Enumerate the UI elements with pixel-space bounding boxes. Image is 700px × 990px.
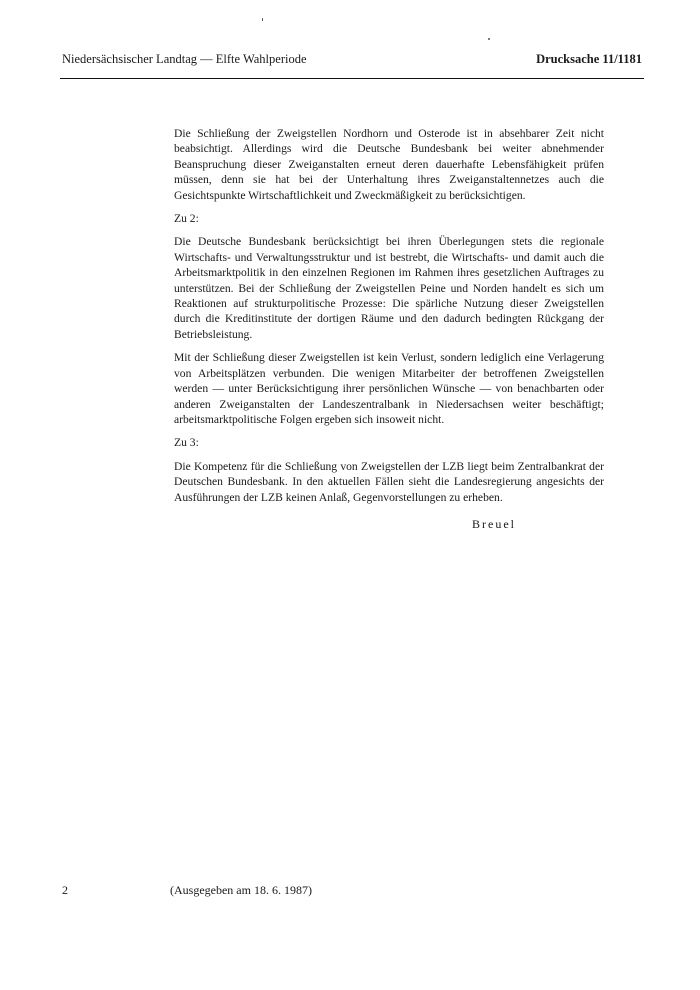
paragraph-1: Die Schließung der Zweigstellen Nordhorn und Osterode ist in absehbarer Zeit nicht beabsichtigt. Allerdings wird die Deutsche Bundesbank bei weiter abnehmender Beanspruchung dieser Zweiganstalten erneut deren dauerhafte Lebensfähigkeit prüfen müssen, denn sie hat bei der Unterhaltung ihres Zweiganstaltennetzes auch die Gesichtspunkte Wirtschaftlichkeit und Zweckmäßigkeit zu berücksichtigen.	[174, 127, 604, 202]
scan-speck	[262, 18, 263, 21]
header-title: Niedersächsischer Landtag — Elfte Wahlperiode	[62, 52, 307, 66]
heading-zu-2: Zu 2:	[174, 212, 199, 226]
page-number: 2	[62, 883, 68, 897]
document-number: Drucksache 11/1181	[536, 52, 642, 66]
heading-zu-3: Zu 3:	[174, 436, 199, 450]
header-rule	[60, 78, 644, 79]
issue-date: (Ausgegeben am 18. 6. 1987)	[170, 883, 312, 897]
paragraph-4: Die Kompetenz für die Schließung von Zweigstellen der LZB liegt beim Zentralbankrat der Deutschen Bundesbank. In den aktuellen Fällen sieht die Landesregierung angesichts der Ausführungen der LZB keinen Anlaß, Gegenvorstellungen zu erheben.	[174, 459, 604, 504]
signature: Breuel	[472, 517, 516, 531]
paragraph-3: Mit der Schließung dieser Zweigstellen ist kein Verlust, sondern lediglich eine Verlagerung von Arbeitsplätzen verbunden. Die wenigen Mitarbeiter der betroffenen Zweigstellen werden — unter Berücksichtigung ihrer persönlichen Wünsche — von benachbarten oder anderen Zweiganstalten der Landeszentralbank in Niedersachsen weiter beschäftigt; arbeitsmarktpolitische Folgen ergeben sich insoweit nicht.	[174, 351, 604, 426]
scan-speck	[488, 38, 490, 40]
body-text	[174, 126, 604, 513]
paragraph-2: Die Deutsche Bundesbank berücksichtigt bei ihren Überlegungen stets die regionale Wirtschafts- und Verwaltungsstruktur und ist bestrebt, die Wirtschafts- und damit auch die Arbeitsmarktpolitik in den einzelnen Regionen im Rahmen ihres gesetzlichen Auftrages zu unterstützen. Bei der Schließung der Zweigstellen Peine und Norden handelt es sich um Reaktionen auf strukturpolitische Prozesse: Die spärliche Nutzung dieser Zweigstellen durch die Kreditinstitute der dortigen Räume und den dadurch bedingten Rückgang der Betriebsleistung.	[174, 235, 604, 341]
